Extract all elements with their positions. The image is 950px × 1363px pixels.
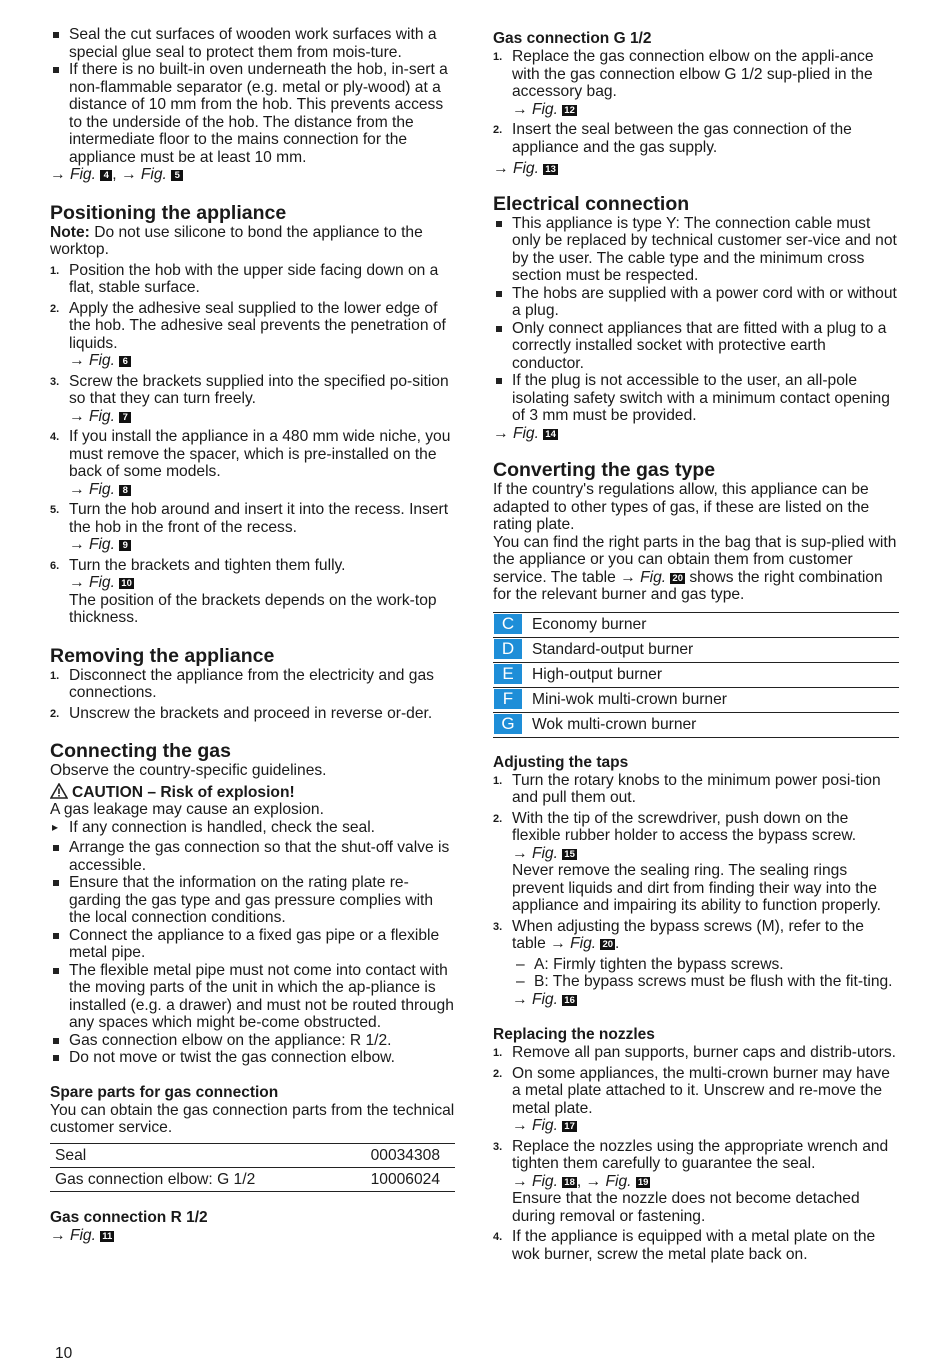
paragraph: Observe the country-specific guidelines.	[50, 762, 327, 779]
subheading-spare-parts: Spare parts for gas connection	[50, 1083, 279, 1101]
list-item: 2. Unscrew the brackets and proceed in reverse or-der.	[50, 704, 433, 722]
figure-number-badge: 15	[564, 848, 575, 860]
figure-number-badge: 20	[672, 572, 683, 584]
figure-number-badge: 20	[602, 939, 614, 950]
figure-number-badge: 8	[119, 485, 131, 496]
list-item: – A: Firmly tighten the bypass screws.	[512, 956, 899, 974]
list-item: 5. Turn the hob around and insert it into the recess. Insert the hob in the front of the recess. → Fig. 9	[50, 501, 449, 553]
burner-name: High-output burner	[532, 665, 663, 683]
list-item: 2. On some appliances, the multi-crown burner may have a metal plate attached to it. Unscrew and re-move the metal plate. → Fig. 17	[493, 1064, 890, 1134]
subheading-gas-connection-g12: Gas connection G 1/2	[493, 30, 652, 47]
page-number: 10	[55, 1345, 73, 1362]
figure-reference: → Fig. 13	[493, 160, 556, 177]
burner-letter-badge: E	[494, 664, 522, 684]
figure-number-badge: 17	[564, 1121, 575, 1132]
caution-title: CAUTION – Risk of explosion!	[50, 783, 455, 802]
figure-number-badge: 10	[121, 578, 132, 589]
list-item: 3. Screw the brackets supplied into the specified po-sition so that they can turn freely. → Fig. 7	[50, 372, 449, 425]
list-item: 1. Turn the rotary knobs to the minimum power posi-tion and pull them out.	[493, 771, 881, 806]
list-item: 3. Replace the nozzles using the appropriate wrench and tighten them carefully to guarantee the seal. → Fig. 18 , → Fig. 19 Ensure that the nozzle does not become detached during removal or fastening.	[493, 1137, 889, 1225]
figure-number-badge: 19	[637, 1176, 649, 1188]
burner-letter-badge: C	[494, 614, 522, 634]
list-item: 2. Insert the seal between the gas connection of the appliance and the gas supply.	[493, 121, 852, 156]
list-item: – B: The bypass screws must be flush with the fit-ting.	[512, 973, 899, 991]
section-heading-electrical: Electrical connection	[493, 192, 690, 215]
note: Note: Do not use silicone to bond the appliance to the worktop.	[50, 223, 423, 258]
connecting-list	[50, 839, 455, 1067]
list-item: 2. Apply the adhesive seal supplied to the lower edge of the hob. The adhesive seal prevents the penetration of liquids. → Fig. 6	[50, 299, 446, 369]
burner-table	[493, 612, 899, 738]
taps-substeps	[512, 956, 899, 991]
figure-number-badge: 14	[545, 428, 556, 440]
burner-letter-badge: D	[494, 639, 522, 659]
paragraph: You can find the right parts in the bag that is sup-plied with the appliance or you can obtain them from customer service. The table → Fig. 20 shows the right combination for the relevant burner and gas type.	[493, 533, 897, 603]
list-item: 1. Disconnect the appliance from the electricity and gas connections.	[50, 666, 434, 701]
electrical-list	[493, 215, 899, 425]
table-row	[493, 637, 899, 662]
list-item: The flexible metal pipe must not come into contact with the moving parts of the unit in which the ap-pliance is installed (e.g. a drawer) and must not be routed through any spaces which might be-come obstructed.	[50, 962, 455, 1032]
figure-number-badge: 9	[119, 540, 131, 551]
subheading-adjusting-taps: Adjusting the taps	[493, 753, 629, 771]
list-item: Gas connection elbow on the appliance: R 1/2.	[50, 1032, 455, 1050]
list-item: Connect the appliance to a fixed gas pipe or a flexible metal pipe.	[50, 927, 455, 962]
list-item: If there is no built-in oven underneath the hob, in-sert a non-flammable separator (e.g. metal or ply-wood) at a distance of 10 mm from the hob. This prevents access to the underside of the hob. The distance from the intermediate floor to the mains connection for the appliance must be at least 10 mm.	[50, 61, 455, 166]
list-item: 6. Turn the brackets and tighten them fully. → Fig. 10 The position of the brackets depends on the work-top thickness.	[50, 556, 437, 626]
figure-reference: → Fig. 14	[493, 424, 556, 442]
list-item: Seal the cut surfaces of wooden work surfaces with a special glue seal to protect them from mois-ture.	[50, 26, 455, 61]
spare-parts-table	[50, 1143, 455, 1192]
figure-number-badge: 16	[564, 994, 575, 1006]
burner-name: Mini-wok multi-crown burner	[532, 690, 727, 708]
figure-number-badge: 6	[119, 356, 131, 367]
g12-steps	[493, 48, 899, 156]
list-item: 4. If you install the appliance in a 480 mm wide niche, you must remove the spacer, which is pre-installed on the back of some models. → Fig. 8	[50, 428, 451, 498]
section-heading-positioning: Positioning the appliance	[50, 201, 287, 224]
burner-name: Standard-output burner	[532, 640, 694, 658]
list-item: 3. When adjusting the bypass screws (M), refer to the table → Fig. 20 . – A: Firmly tighten the bypass screws. – B: The bypass screws must be flush with the fit-ting. → Fig. 16	[493, 918, 899, 1009]
table-cell: 00034308	[334, 1143, 455, 1167]
intro-list	[50, 26, 455, 166]
list-item: 1. Replace the gas connection elbow on the appli-ance with the gas connection elbow G 1/2 sup-plied in the accessory bag. → Fig. 12	[493, 48, 874, 118]
paragraph: You can obtain the gas connection parts from the technical customer service.	[50, 1101, 455, 1136]
figure-number-badge: 5	[171, 170, 183, 181]
burner-letter-badge: F	[494, 689, 522, 709]
removing-steps	[50, 667, 455, 723]
warning-icon	[50, 783, 68, 799]
figure-number-badge: 7	[119, 412, 131, 423]
table-row	[493, 687, 899, 712]
figure-number-badge: 18	[564, 1176, 575, 1188]
table-row	[50, 1143, 455, 1167]
list-item: If the plug is not accessible to the user, an all-pole isolating safety switch with a minimum contact opening of 3 mm must be provided.	[493, 372, 899, 425]
taps-steps	[493, 772, 899, 1009]
list-item: 2. With the tip of the screwdriver, push down on the flexible rubber holder to access the bypass screw. → Fig. 15 Never remove the sealing ring. The sealing rings prevent liquids and dirt from finding their way into the appliance and impairing its ability to function properly.	[493, 809, 881, 914]
figure-reference: → Fig. 4 , → Fig. 5	[50, 166, 455, 184]
list-item: 4. If the appliance is equipped with a metal plate on the wok burner, screw the metal plate back on.	[493, 1228, 876, 1263]
nozzle-steps	[493, 1044, 899, 1263]
table-row	[50, 1167, 455, 1191]
table-cell: 10006024	[334, 1167, 455, 1191]
table-cell: Gas connection elbow: G 1/2	[50, 1167, 334, 1191]
list-item: The hobs are supplied with a power cord with or without a plug.	[493, 285, 899, 320]
section-heading-connecting: Connecting the gas	[50, 740, 231, 762]
left-column	[50, 26, 455, 1244]
table-row	[493, 662, 899, 687]
table-row	[493, 712, 899, 737]
figure-number-badge: 4	[100, 170, 112, 181]
paragraph: If the country's regulations allow, this appliance can be adapted to other types of gas, if these are listed on the rating plate.	[493, 481, 870, 533]
list-item: This appliance is type Y: The connection cable must only be replaced by technical customer ser-vice and not by the user. The cable type and the minimum cross section must be respected.	[493, 215, 899, 285]
subheading-gas-connection-r12: Gas connection R 1/2	[50, 1208, 208, 1226]
section-heading-converting: Converting the gas type	[493, 459, 716, 481]
burner-name: Economy burner	[532, 615, 647, 633]
figure-number-badge: 11	[102, 1230, 113, 1242]
list-item: 1. Position the hob with the upper side facing down on a flat, stable surface.	[50, 261, 439, 296]
table-cell: Seal	[50, 1143, 334, 1167]
caution-text: A gas leakage may cause an explosion.	[50, 801, 324, 818]
subheading-replacing-nozzles: Replacing the nozzles	[493, 1026, 655, 1043]
caution-action	[50, 819, 455, 837]
table-row	[493, 612, 899, 637]
positioning-steps	[50, 262, 455, 627]
figure-number-badge: 13	[545, 164, 556, 175]
list-item: Do not move or twist the gas connection elbow.	[50, 1049, 455, 1067]
list-item: Ensure that the information on the rating plate re-garding the gas type and gas pressure complies with the local connection conditions.	[50, 874, 455, 927]
list-item: Only connect appliances that are fitted with a plug to a correctly installed socket with protective earth conductor.	[493, 320, 899, 373]
burner-letter-badge: G	[494, 714, 522, 734]
list-item: Arrange the gas connection so that the shut-off valve is accessible.	[50, 839, 455, 874]
section-heading-removing: Removing the appliance	[50, 644, 275, 667]
list-item: ▸ If any connection is handled, check the seal.	[50, 819, 455, 837]
right-column	[493, 26, 899, 1263]
list-item: 1. Remove all pan supports, burner caps and distrib-utors.	[493, 1044, 896, 1061]
burner-name: Wok multi-crown burner	[532, 715, 697, 733]
figure-number-badge: 12	[564, 104, 575, 116]
figure-reference: → Fig. 11	[50, 1226, 113, 1244]
